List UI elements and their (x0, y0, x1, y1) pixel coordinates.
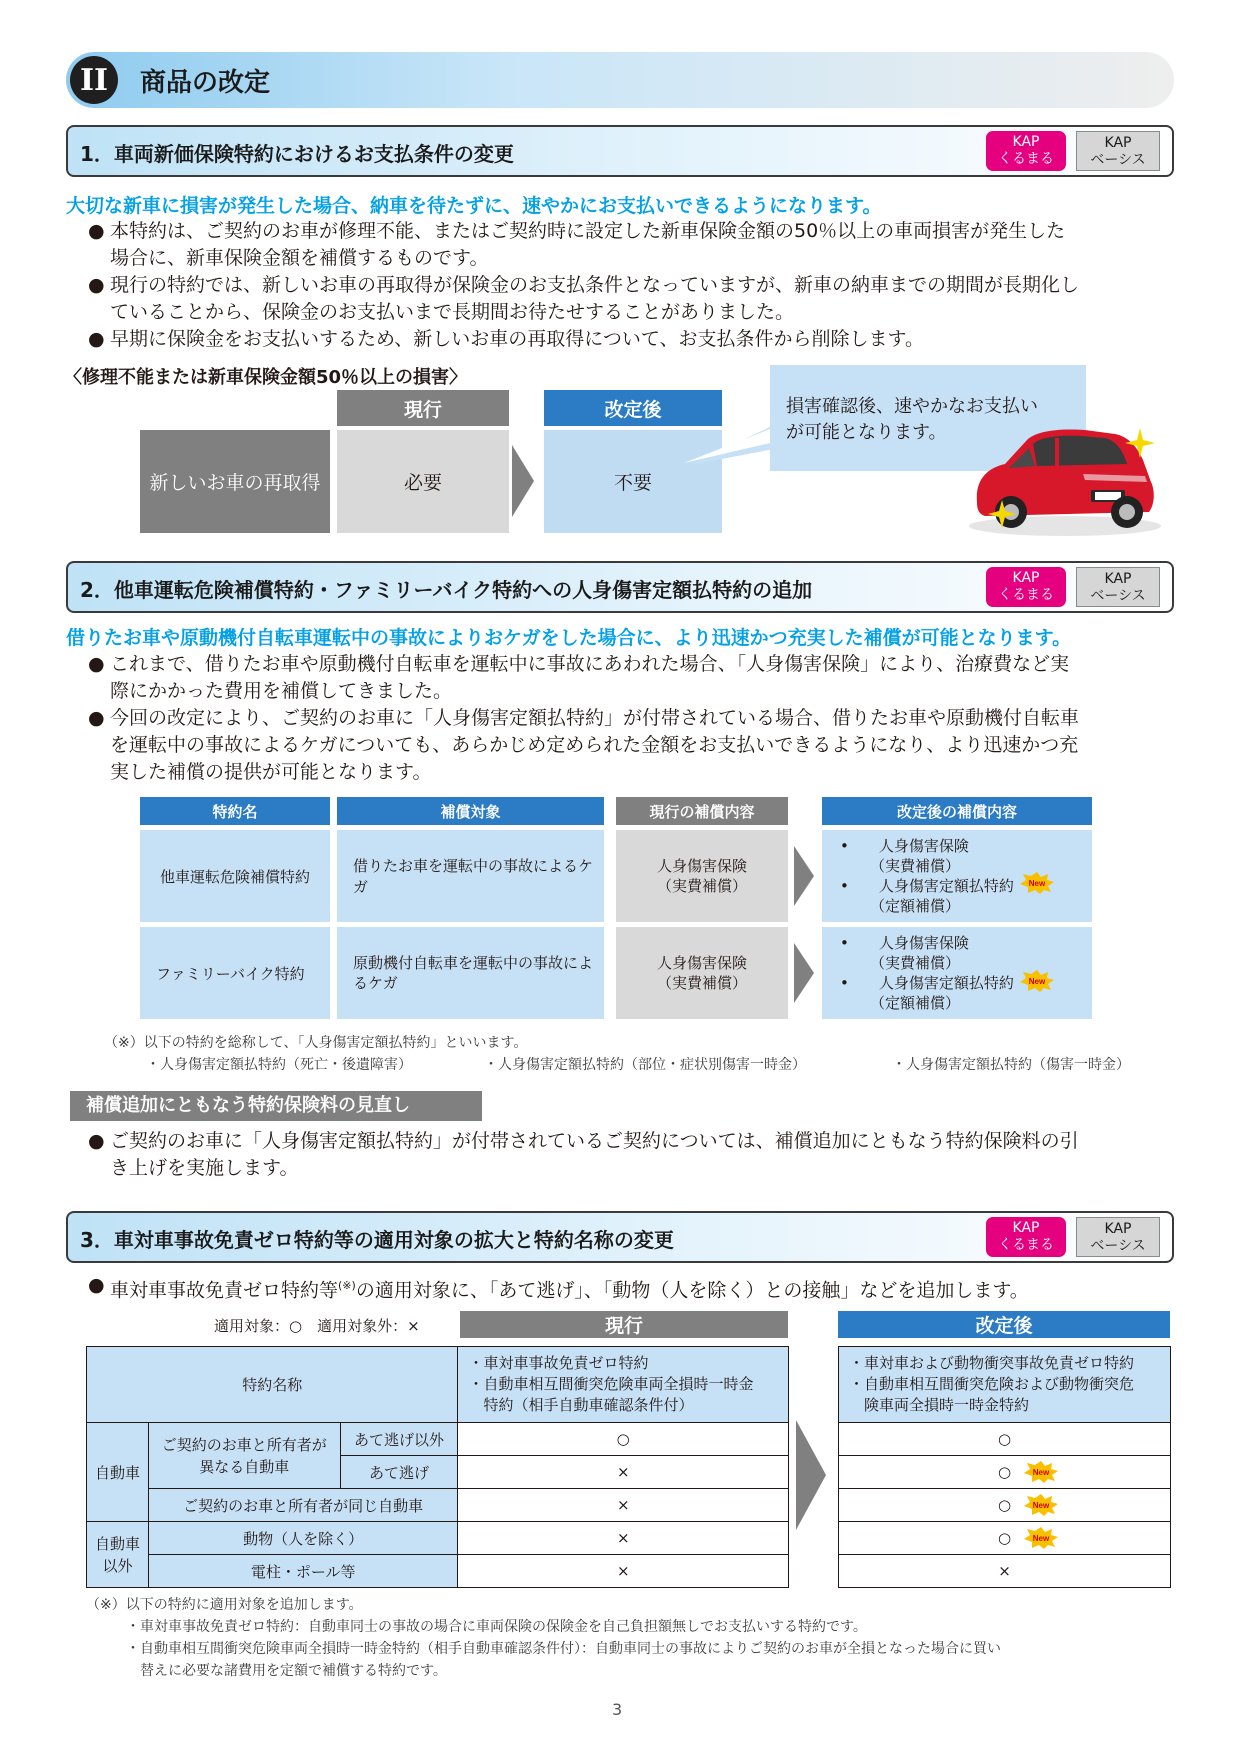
footnote: ・車対車事故免責ゼロ特約：自動車同士の事故の場合に車両保険の保険金を自己負担額無しでお支払いする特約です。 (126, 1619, 867, 1635)
table-cell: × (458, 1522, 789, 1555)
new-badge-icon (1020, 970, 1054, 992)
subsection-2-title: 2．他車運転危険補償特約・ファミリーバイク特約への人身傷害定額払特約の追加 (80, 578, 813, 602)
table-header: 現行の補償内容 (616, 797, 788, 825)
arrow-icon (794, 943, 818, 1003)
page-number: 3 (612, 1700, 623, 1719)
footnote: 替えに必要な諸費用を定額で補償する特約です。 (126, 1663, 447, 1679)
kap-basis-badge: KAP ベーシス (1076, 131, 1160, 171)
current-value: 必要 (337, 430, 509, 533)
section-title: 商品の改定 (140, 68, 271, 98)
revised-value: 不要 (544, 430, 722, 533)
table-cell: ・車対車事故免責ゼロ特約 ・自動車相互間衝突危険車両全損時一時金 特約（相手自動車確認条件付） (458, 1347, 789, 1423)
svg-text:New: New (1032, 1501, 1050, 1510)
table-cell: × (458, 1489, 789, 1522)
table-cell: ○ (839, 1489, 1171, 1522)
group-label: 自動車 以外 (87, 1522, 149, 1588)
new-badge-icon (1024, 1494, 1058, 1516)
table-cell: 借りたお車を運転中の事故によるケガ (337, 830, 604, 922)
table-cell: × (839, 1555, 1171, 1588)
group-label: 自動車 (87, 1423, 149, 1522)
sparkle-icon (1125, 428, 1155, 458)
footnote: ・人身傷害定額払特約（傷害一時金） (892, 1057, 1130, 1073)
legend: 適用対象：○ 適用対象外：× (214, 1317, 420, 1335)
list-item: ● 本特約は、ご契約のお車が修理不能、またはご契約時に設定した新車保険金額の50％以上の車両損害が発生した 場合に、新車保険金額を補償するものです。 (88, 220, 1066, 269)
list-item: ● 現行の特約では、新しいお車の再取得が保険金のお支払条件となっていますが、新車の納車までの期間が長期化し ていることから、保険金のお支払いまで長期間お待たせすることがありました。 (88, 274, 1080, 323)
row-label: 電柱・ポール等 (148, 1555, 458, 1588)
list-item: ● 車対車事故免責ゼロ特約等(※)の適用対象に、「あて逃げ」、「動物（人を除く）との接触」などを追加します。 (88, 1274, 1029, 1302)
section-number-badge: II (70, 56, 118, 104)
kap-kurumaru-badge: KAP くるまる (986, 567, 1066, 607)
svg-text:New: New (1028, 977, 1046, 986)
coverage-table-revised (838, 1346, 1171, 1588)
group-sublabel: ご契約のお車と所有者が 異なる自動車 (148, 1423, 340, 1489)
current-header: 現行 (460, 1311, 788, 1338)
table-header: 特約名称 (87, 1347, 458, 1423)
table-cell: 原動機付自転車を運転中の事故によ るケガ (337, 927, 604, 1019)
table-cell: ○ (839, 1456, 1171, 1489)
svg-text:New: New (1028, 879, 1046, 888)
table-cell: 人身傷害保険 （実費補償） (616, 927, 788, 1019)
current-header: 現行 (337, 390, 509, 426)
revised-header: 改定後 (544, 390, 722, 426)
row-label: ご契約のお車と所有者が同じ自動車 (148, 1489, 458, 1522)
table-header: 改定後の補償内容 (822, 797, 1092, 825)
revised-header: 改定後 (838, 1311, 1170, 1338)
table-cell: 人身傷害保険 （実費補償） (616, 830, 788, 922)
arrow-icon (794, 846, 818, 906)
arrow-icon (796, 1420, 830, 1530)
sparkle-icon (988, 500, 1016, 528)
list-item: ● ご契約のお車に「人身傷害定額払特約」が付帯されているご契約については、補償追加にともなう特約保険料の引 き上げを実施します。 (88, 1130, 1079, 1179)
table-cell: • 人身傷害保険 （実費補償） • 人身傷害定額払特約 （定額補償） (822, 830, 1092, 922)
callout-text: 損害確認後、速やかなお支払い が可能となります。 (786, 396, 1038, 443)
subsection-1-title: 1．車両新価保険特約におけるお支払条件の変更 (80, 142, 514, 166)
table-cell: ○ (458, 1423, 789, 1456)
row-label: 動物（人を除く） (148, 1522, 458, 1555)
subsection-3-title: 3．車対車事故免責ゼロ特約等の適用対象の拡大と特約名称の変更 (80, 1228, 674, 1252)
kap-kurumaru-badge: KAP くるまる (986, 131, 1066, 171)
table-cell: 他車運転危険補償特約 (140, 830, 330, 922)
list-item: ● 今回の改定により、ご契約のお車に「人身傷害定額払特約」が付帯されている場合、借りたお車や原動機付自転車 を運転中の事故によるケガについても、あらかじめ定められた金額をお支払いできるようになり、より迅速かつ充 実した補償の提供が可能となります。 (88, 707, 1080, 783)
kap-kurumaru-badge: KAP くるまる (986, 1217, 1066, 1257)
footnote: （※）以下の特約を総称して、「人身傷害定額払特約」といいます。 (104, 1035, 528, 1051)
new-badge-icon (1024, 1527, 1058, 1549)
table-header: 特約名 (140, 797, 330, 825)
table-cell: • 人身傷害保険 （実費補償） • 人身傷害定額払特約 （定額補償） (822, 927, 1092, 1019)
table-cell: × (458, 1456, 789, 1489)
arrow-icon (512, 445, 542, 517)
row-label: あて逃げ (340, 1456, 458, 1489)
subsection-2-lead: 借りたお車や原動機付自転車運転中の事故によりおケガをした場合に、より迅速かつ充実した補償が可能となります。 (66, 627, 1072, 649)
svg-text:New: New (1032, 1468, 1050, 1477)
table-cell: ファミリーバイク特約 (140, 927, 330, 1019)
coverage-table-current (86, 1346, 789, 1588)
diagram-title: 〈修理不能または新車保険金額50％以上の損害〉 (64, 367, 468, 388)
table-cell: × (458, 1555, 789, 1588)
new-badge-icon (1020, 872, 1054, 894)
svg-text:New: New (1032, 1534, 1050, 1543)
kap-basis-badge: KAP ベーシス (1076, 1217, 1160, 1257)
table-cell: ○ (839, 1423, 1171, 1456)
table-cell: ○ (839, 1522, 1171, 1555)
new-badge-icon (1024, 1461, 1058, 1483)
footnote: （※）以下の特約に適用対象を追加します。 (86, 1597, 363, 1613)
subsection-1-lead: 大切な新車に損害が発生した場合、納車を待たずに、速やかにお支払いできるようになります。 (66, 195, 882, 217)
table-cell: ・車対車および動物衝突事故免責ゼロ特約 ・自動車相互間衝突危険および動物衝突危 険車両全損時一時金特約 (839, 1347, 1171, 1423)
footnote: ・自動車相互間衝突危険車両全損時一時金特約（相手自動車確認条件付）：自動車同士の事故によりご契約のお車が全損となった場合に買い (126, 1641, 1001, 1657)
footnote: ・人身傷害定額払特約（部位・症状別傷害一時金） (484, 1057, 806, 1073)
kap-basis-badge: KAP ベーシス (1076, 567, 1160, 607)
row-label-reacquisition: 新しいお車の再取得 (140, 430, 330, 533)
row-label: あて逃げ以外 (340, 1423, 458, 1456)
list-item: ● これまで、借りたお車や原動機付自転車を運転中に事故にあわれた場合、「人身傷害保険」により、治療費など実 際にかかった費用を補償してきました。 (88, 653, 1070, 702)
sub-title-premium: 補償追加にともなう特約保険料の見直し (70, 1091, 482, 1121)
table-header: 補償対象 (337, 797, 604, 825)
footnote: ・人身傷害定額払特約（死亡・後遺障害） (146, 1057, 412, 1073)
list-item: ● 早期に保険金をお支払いするため、新しいお車の再取得について、お支払条件から削除します。 (88, 328, 924, 350)
